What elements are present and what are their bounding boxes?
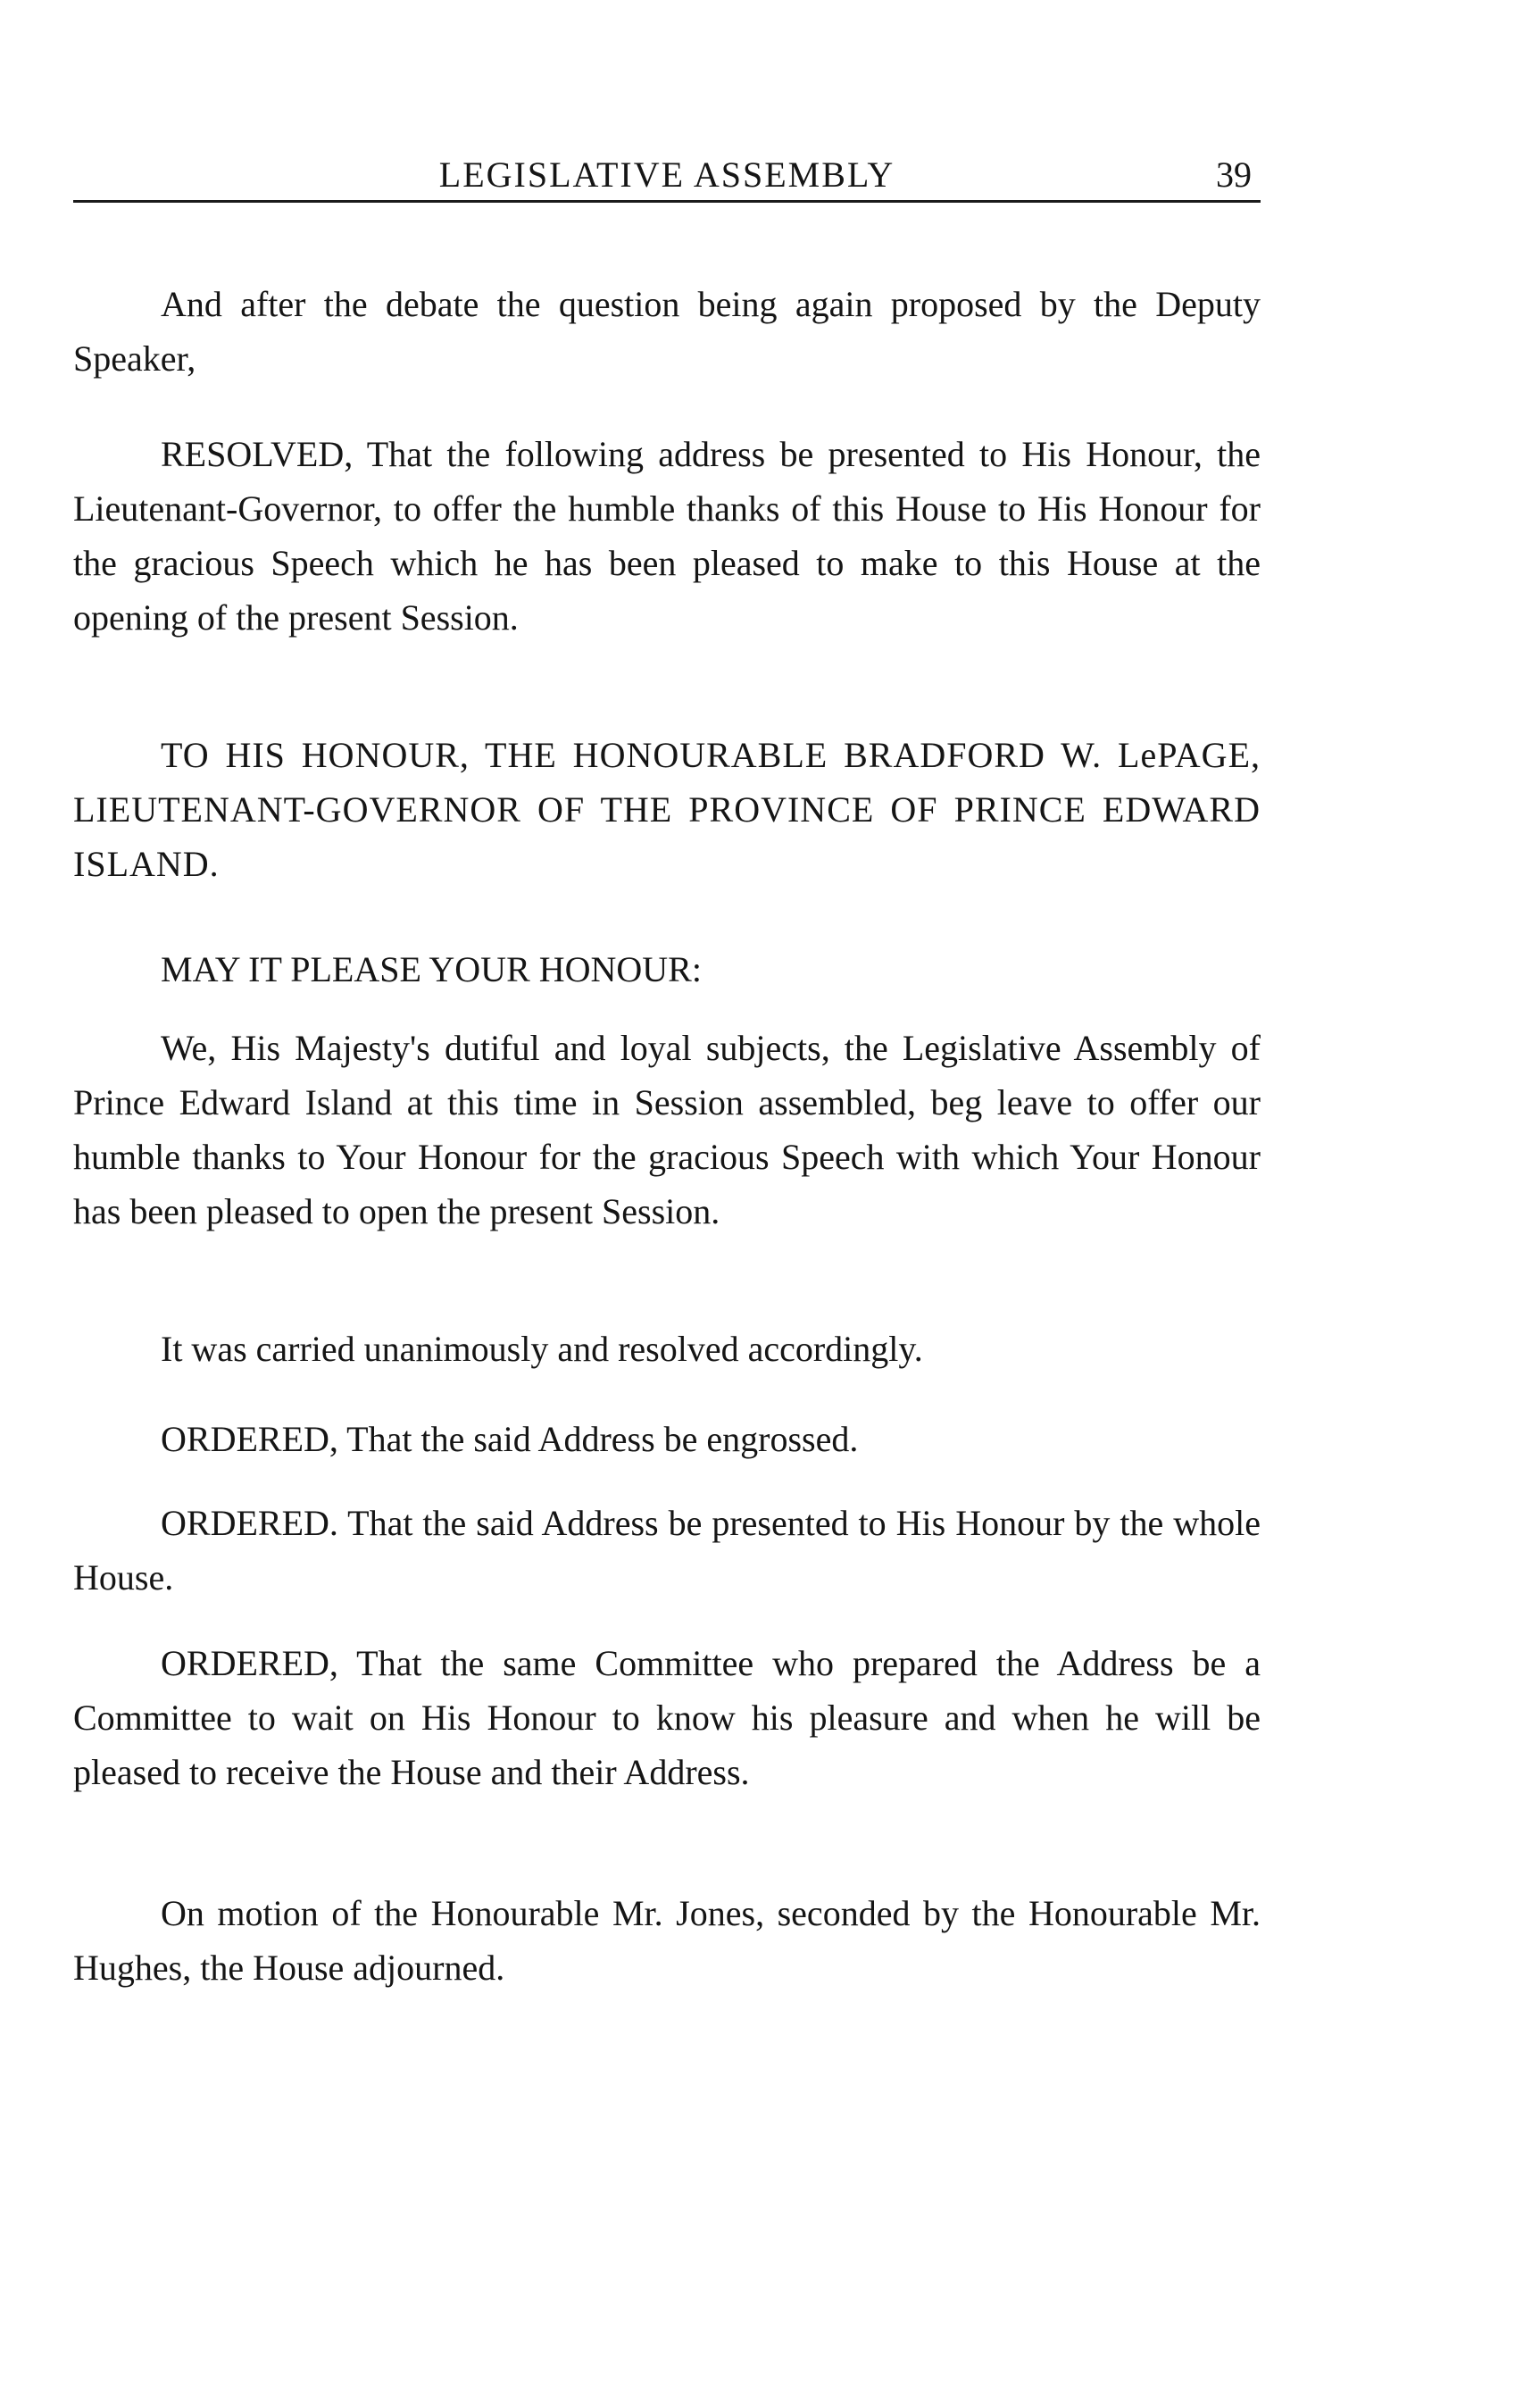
- paragraph-ordered-presented: ORDERED. That the said Address be presented to His Honour by the whole House.: [73, 1503, 1261, 1598]
- running-header: [73, 134, 1261, 198]
- paragraph-ordered-engrossed: ORDERED, That the said Address be engrossed.: [161, 1419, 859, 1459]
- paragraph-ordered-committee: ORDERED, That the same Committee who prepared the Address be a Committee to wait on His Honour to know his pleasure and when he will be pleased to receive the House and their Address.: [73, 1643, 1261, 1792]
- paragraph-debate: And after the debate the question being again proposed by the Deputy Speaker,: [73, 284, 1261, 379]
- paragraph-salutation: MAY IT PLEASE YOUR HONOUR:: [161, 949, 702, 989]
- paragraph-resolved: RESOLVED, That the following address be presented to His Honour, the Lieutenant-Governor, to offer the humble thanks of this House to His Honour for the gracious Speech which he has been pleased to make to this House at the opening of the present Session.: [73, 434, 1261, 638]
- header-rule: [73, 200, 1261, 203]
- paragraph-address-body: We, His Majesty's dutiful and loyal subjects, the Legislative Assembly of Prince Edward Island at this time in Session assembled, beg leave to offer our humble thanks to Your Honour for the gracious Speech with which Your Honour has been pleased to open the present Session.: [73, 1028, 1261, 1231]
- header-title: LEGISLATIVE ASSEMBLY: [438, 154, 895, 195]
- paragraph-adjourned: On motion of the Honourable Mr. Jones, seconded by the Honourable Mr. Hughes, the House adjourned.: [73, 1893, 1261, 1988]
- page-number: 39: [1216, 154, 1252, 195]
- paragraph-carried: It was carried unanimously and resolved accordingly.: [161, 1329, 923, 1369]
- paragraph-address-heading: TO HIS HONOUR, THE HONOURABLE BRADFORD W. LePAGE, LIEUTENANT-GOVERNOR OF THE PROVINCE OF PRINCE EDWARD ISLAND.: [73, 735, 1261, 884]
